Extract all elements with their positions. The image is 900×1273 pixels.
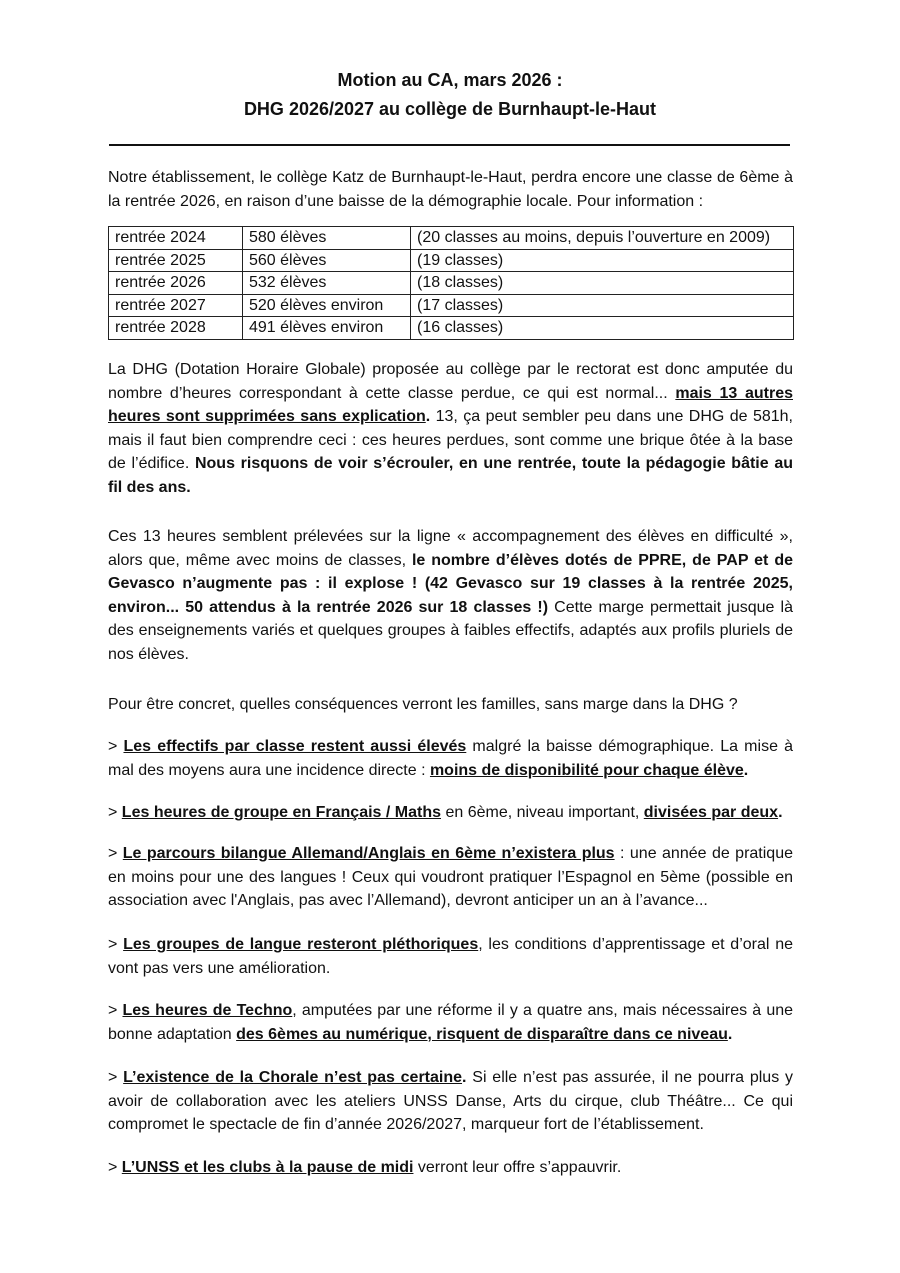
bullet-marker: > [108, 804, 122, 821]
consequence-title: Les heures de groupe en Français / Maths [121, 804, 441, 821]
consequence-item [108, 801, 793, 825]
consequence-emphasis: des 6èmes au numérique, risquent de disparaître dans ce niveau [236, 1025, 728, 1043]
year-cell: rentrée 2025 [109, 249, 243, 272]
students-cell: 580 élèves [243, 227, 411, 250]
title-line-2: DHG 2026/2027 au collège de Burnhaupt-le-Haut [243, 99, 657, 119]
consequence-text: , les conditions d’apprentissage et d’oral ne vont pas vers une amélioration. [108, 936, 793, 977]
table-row [109, 294, 794, 317]
table-row [109, 249, 794, 272]
bullet-marker: > [108, 1002, 123, 1019]
enrollment-table [108, 226, 794, 340]
consequence-item [108, 842, 793, 913]
hours-text-2: Cette marge permettait jusque là des enseignements variés et quelques groupes à faibles effectifs, adaptés aux profils pluriels de nos élèves. [108, 598, 793, 663]
consequence-item [108, 933, 793, 980]
classes-cell: (20 classes au moins, depuis l’ouverture en 2009) [411, 227, 794, 250]
table-row [109, 317, 794, 340]
question-paragraph: Pour être concret, quelles conséquences verront les familles, sans marge dans la DHG ? [108, 696, 738, 713]
bullet-marker: > [108, 845, 123, 862]
dhg-conclusion: Nous risquons de voir s’écrouler, en une rentrée, toute la pédagogie bâtie au fil des ans. [108, 455, 794, 496]
classes-cell: (18 classes) [411, 272, 794, 295]
consequence-title: Les effectifs par classe restent aussi élevés [123, 738, 467, 755]
consequence-text: : une année de pratique en moins pour une des langues ! Ceux qui voudront pratiquer l’Espagnol en 5ème (possible en association avec l'Anglais, pas avec l’Allemand), devront anticiper un an à l’avance... [108, 845, 794, 909]
hours-paragraph [108, 525, 793, 666]
consequence-emphasis: divisées par deux [643, 804, 779, 821]
intro-paragraph: Notre établissement, le collège Katz de Burnhaupt-le-Haut, perdra encore une classe de 6ème à la rentrée 2026, en raison d’une baisse de la démographie locale. Pour information : [108, 169, 793, 210]
students-cell: 532 élèves [243, 272, 411, 295]
hours-highlight: le nombre d’élèves dotés de PPRE, de PAP et de Gevasco n’augmente pas : il explose ! (42 Gevasco sur 19 classes à la rentrée 2025, environ... 50 attendus à la rentrée 2026 sur 18 classes !) [108, 551, 793, 616]
bullet-marker: > [108, 936, 124, 953]
consequence-title: Les groupes de langue resteront pléthoriques [123, 936, 479, 953]
year-cell: rentrée 2024 [109, 227, 243, 250]
consequence-period: . [778, 804, 783, 821]
classes-cell: (19 classes) [411, 249, 794, 272]
consequence-item [108, 999, 793, 1046]
consequence-text: , amputées par une réforme il y a quatre ans, mais nécessaires à une bonne adaptation [108, 1002, 794, 1043]
dhg-text: La DHG (Dotation Horaire Globale) proposée au collège par le rectorat est donc amputée du nombre d’heures correspondant à cette classe perdue, ce qui est normal... [108, 361, 793, 402]
consequence-title: L’UNSS et les clubs à la pause de midi [121, 1159, 414, 1176]
bullet-marker: > [108, 738, 124, 755]
dhg-text-2: 13, ça peut sembler peu dans une DHG de 581h, mais il faut bien comprendre ceci : ces heures perdues, sont comme une brique ôtée à la base de l’édifice. [108, 408, 793, 472]
year-cell: rentrée 2028 [109, 317, 243, 340]
consequence-item [108, 1066, 793, 1137]
dhg-paragraph [108, 358, 793, 499]
year-cell: rentrée 2026 [109, 272, 243, 295]
classes-cell: (16 classes) [411, 317, 794, 340]
table-row [109, 272, 794, 295]
consequence-title: L’existence de la Chorale n’est pas certaine [123, 1069, 463, 1086]
students-cell: 491 élèves environ [243, 317, 411, 340]
consequence-text: Si elle n’est pas assurée, il ne pourra plus y avoir de collaboration avec les ateliers UNSS Danse, Arts du cirque, club Théâtre... Ce qui compromet le spectacle de fin d’année 2026/2027, marqueur fort de l’établissement. [108, 1069, 793, 1133]
table-row [109, 227, 794, 250]
consequence-title: Le parcours bilangue Allemand/Anglais en 6ème n’existera plus [122, 845, 615, 862]
consequence-title: Les heures de Techno [122, 1002, 293, 1019]
title-line-1: Motion au CA, mars 2026 : [337, 70, 563, 90]
dhg-period: . [425, 408, 431, 425]
consequence-text: malgré la baisse démographique. La mise à mal des moyens aura une incidence directe : [108, 738, 794, 779]
hours-text: Ces 13 heures semblent prélevées sur la ligne « accompagnement des élèves en difficulté », alors que, même avec moins de classes, [108, 528, 793, 569]
students-cell: 520 élèves environ [243, 294, 411, 317]
classes-cell: (17 classes) [411, 294, 794, 317]
year-cell: rentrée 2027 [109, 294, 243, 317]
bullet-marker: > [108, 1069, 124, 1086]
consequence-period: . [727, 1025, 733, 1043]
students-cell: 560 élèves [243, 249, 411, 272]
bullet-marker: > [108, 1159, 122, 1176]
consequence-period: . [462, 1069, 467, 1086]
consequence-text: en 6ème, niveau important, [441, 804, 644, 821]
consequence-item [108, 735, 793, 782]
dhg-highlight: mais 13 autres heures sont supprimées sans explication [108, 384, 793, 425]
consequence-emphasis: moins de disponibilité pour chaque élève [429, 761, 744, 779]
title-divider [109, 144, 790, 146]
consequence-text: verront leur offre s’appauvrir. [413, 1159, 622, 1176]
consequence-period: . [743, 761, 749, 779]
consequence-item [108, 1156, 793, 1180]
